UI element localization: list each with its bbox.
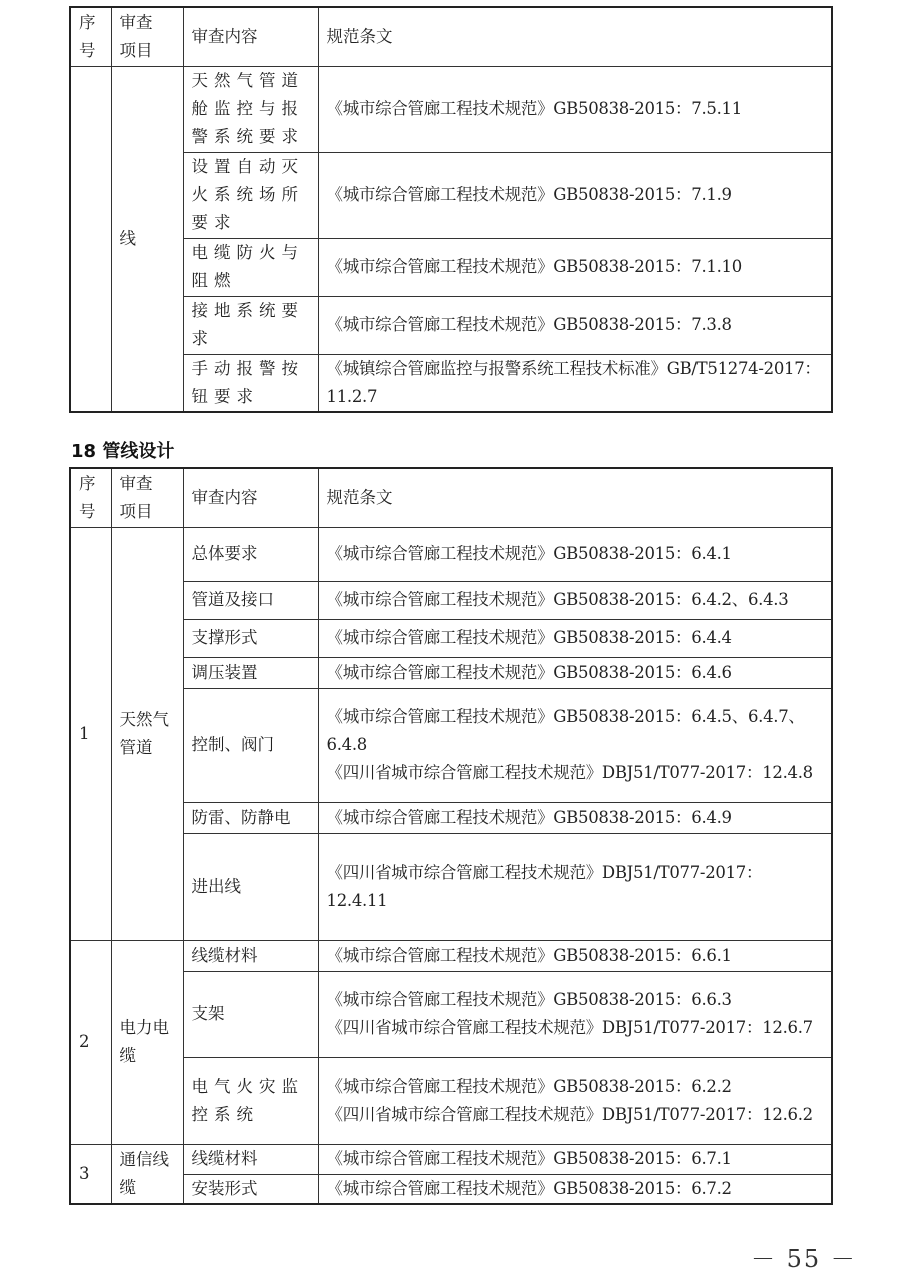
clause-line: 《四川省城市综合管廊工程技术规范》DBJ51/T077-2017：12.4.8 xyxy=(326,763,813,782)
seq-cell xyxy=(70,66,111,412)
table-row xyxy=(70,802,832,833)
clause-line: 《四川省城市综合管廊工程技术规范》DBJ51/T077-2017：12.6.7 xyxy=(326,1018,813,1037)
clause-cell: 《城市综合管廊工程技术规范》GB50838-2015：6.4.2、6.4.3 xyxy=(318,581,832,619)
table-row xyxy=(70,688,832,802)
category-cell: 电力电缆 xyxy=(111,940,183,1144)
content-cell: 支架 xyxy=(183,971,318,1057)
col-seq-header: 序 号 xyxy=(70,7,111,66)
col-seq-header: 序 号 xyxy=(70,468,111,527)
clause-cell: 《城市综合管廊工程技术规范》GB50838-2015：6.4.1 xyxy=(318,527,832,581)
table-row xyxy=(70,833,832,940)
table-header-row xyxy=(70,7,832,66)
category-cell: 通信线缆 xyxy=(111,1144,183,1204)
content-cell: 总体要求 xyxy=(183,527,318,581)
content-cell: 设置自动灭火系统场所要求 xyxy=(183,152,318,238)
clause-cell: 《城市综合管廊工程技术规范》GB50838-2015：6.4.6 xyxy=(318,657,832,688)
page-number: － 55 － xyxy=(751,1245,857,1273)
table-row xyxy=(70,354,832,412)
clause-cell: 《城市综合管廊工程技术规范》GB50838-2015：6.4.4 xyxy=(318,619,832,657)
table-row xyxy=(70,619,832,657)
clause-cell: 《城市综合管廊工程技术规范》GB50838-2015：6.6.1 xyxy=(318,940,832,971)
clause-cell: 《城市综合管廊工程技术规范》GB50838-2015：6.7.2 xyxy=(318,1174,832,1204)
clause-line: 《城市综合管廊工程技术规范》GB50838-2015：6.4.5、6.4.7、6.4.8 xyxy=(326,707,805,754)
table-row xyxy=(70,581,832,619)
clause-line: 《城市综合管廊工程技术规范》GB50838-2015：6.2.2 xyxy=(326,1076,732,1096)
table-row xyxy=(70,940,832,971)
group-number: 1 xyxy=(70,527,111,940)
content-cell: 线缆材料 xyxy=(183,1144,318,1174)
clause-cell: 《城市综合管廊工程技术规范》GB50838-2015：6.7.1 xyxy=(318,1144,832,1174)
content-cell: 安装形式 xyxy=(183,1174,318,1204)
pipeline-design-table xyxy=(69,467,833,1205)
content-cell: 调压装置 xyxy=(183,657,318,688)
table-row xyxy=(70,1174,832,1204)
col-content-header: 审查内容 xyxy=(183,7,318,66)
table-header-row xyxy=(70,468,832,527)
content-cell: 控制、阀门 xyxy=(183,688,318,802)
content-cell: 手动报警按钮要求 xyxy=(183,354,318,412)
col-content-header: 审查内容 xyxy=(183,468,318,527)
category-cell: 天然气管道 xyxy=(111,527,183,940)
clause-cell: 《城市综合管廊工程技术规范》GB50838-2015：7.1.10 xyxy=(318,238,832,296)
clause-cell: 《城镇综合管廊监控与报警系统工程技术标准》GB/T51274-2017：11.2.7 xyxy=(318,354,832,412)
content-cell: 电缆防火与阻燃 xyxy=(183,238,318,296)
table-row xyxy=(70,152,832,238)
clause-cell: 《城市综合管廊工程技术规范》GB50838-2015：7.1.9 xyxy=(318,152,832,238)
content-cell: 支撑形式 xyxy=(183,619,318,657)
content-cell: 进出线 xyxy=(183,833,318,940)
clause-cell: 《四川省城市综合管廊工程技术规范》DBJ51/T077-2017：12.4.11 xyxy=(318,833,832,940)
table-row xyxy=(70,296,832,354)
group-number: 3 xyxy=(70,1144,111,1204)
clause-cell: 《城市综合管廊工程技术规范》GB50838-2015：6.4.9 xyxy=(318,802,832,833)
content-cell: 接地系统要求 xyxy=(183,296,318,354)
col-clause-header: 规范条文 xyxy=(318,468,832,527)
clause-cell xyxy=(318,688,832,802)
table-row xyxy=(70,238,832,296)
clause-cell xyxy=(318,1057,832,1144)
category-cell: 线 xyxy=(111,66,183,412)
clause-cell: 《城市综合管廊工程技术规范》GB50838-2015：7.5.11 xyxy=(318,66,832,152)
review-table-continued xyxy=(69,6,833,413)
group-number: 2 xyxy=(70,940,111,1144)
content-cell: 防雷、防静电 xyxy=(183,802,318,833)
table-row xyxy=(70,1057,832,1144)
content-cell: 线缆材料 xyxy=(183,940,318,971)
content-cell: 天然气管道舱监控与报警系统要求 xyxy=(183,66,318,152)
clause-cell: 《城市综合管廊工程技术规范》GB50838-2015：7.3.8 xyxy=(318,296,832,354)
col-clause-header: 规范条文 xyxy=(318,7,832,66)
clause-line: 《四川省城市综合管廊工程技术规范》DBJ51/T077-2017：12.6.2 xyxy=(326,1104,813,1124)
table-row xyxy=(70,971,832,1057)
table-row xyxy=(70,527,832,581)
table-row xyxy=(70,66,832,152)
table-row xyxy=(70,1144,832,1174)
content-cell: 电气火灾监控系统 xyxy=(183,1057,318,1144)
col-item-header: 审查 项目 xyxy=(111,7,183,66)
table-row xyxy=(70,657,832,688)
clause-cell xyxy=(318,971,832,1057)
col-item-header: 审查 项目 xyxy=(111,468,183,527)
content-cell: 管道及接口 xyxy=(183,581,318,619)
section-title: 18 管线设计 xyxy=(71,441,175,462)
clause-line: 《城市综合管廊工程技术规范》GB50838-2015：6.6.3 xyxy=(326,990,732,1009)
